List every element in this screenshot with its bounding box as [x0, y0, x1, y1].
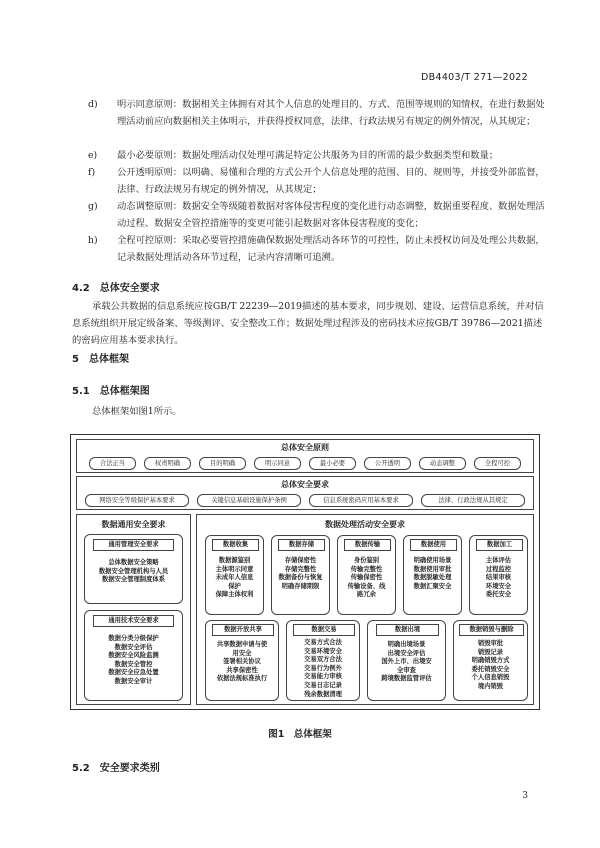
item-marker: d)	[88, 99, 98, 110]
general-technical-title: 通用技术安全要求	[93, 615, 174, 627]
principle-item-h	[88, 232, 550, 266]
activity-destruction-title: 数据销毁与删除	[459, 624, 524, 636]
general-management-list: 总体数据安全策略 数据安全管理机构与人员 数据安全管理制度体系	[98, 559, 169, 584]
overall-chip: 法律、行政法规从其规定	[421, 494, 525, 507]
activity-open-sharing-box	[205, 620, 279, 701]
item-marker: f)	[88, 167, 96, 178]
activity-trading-box	[286, 620, 360, 701]
activity-requirements-box	[196, 514, 534, 705]
activity-cross-border-title: 数据出境	[376, 624, 439, 636]
principles-title: 总体安全原则	[281, 443, 329, 452]
activity-cross-border-list: 明确出境场景 出境安全评估 国外上市、出境安 全审查 跨境数据监管评估	[381, 641, 432, 683]
activity-processing-title: 数据加工	[476, 539, 523, 551]
page-number: 3	[522, 791, 528, 801]
activity-processing-box	[469, 535, 528, 615]
general-technical-list: 数据分类分级保护 数据安全评估 数据安全风险监测 数据安全管控 数据安全应急处置 数据安全审计	[108, 635, 159, 685]
overall-chip: 网络安全等级保护基本要求	[85, 494, 189, 507]
principle-chip: 全程可控	[474, 457, 521, 470]
principle-chip: 权责明确	[144, 457, 191, 470]
activity-transmission-box	[337, 535, 396, 615]
activity-open-sharing-title: 数据开放共享	[212, 624, 274, 636]
activity-transmission-title: 数据传输	[344, 539, 391, 551]
principle-chip: 公开透明	[364, 457, 411, 470]
framework-figure	[70, 434, 540, 710]
activity-storage-title: 数据存储	[278, 539, 325, 551]
principles-box	[76, 439, 534, 473]
item-text: 公开透明原则：以明确、易懂和合理的方式公开个人信息处理的范围、目的、规则等，并接受外部监督，法律、行政法规另有规定的例外情况，从其规定；	[117, 167, 545, 195]
activity-collection-title: 数据收集	[212, 539, 259, 551]
activity-transmission-list: 身份鉴别 传输完整性 传输保密性 传输设备、线 路冗余	[347, 557, 386, 599]
section-5-2-title: 5.2 安全要求类别	[72, 763, 160, 774]
item-marker: h)	[88, 235, 98, 246]
general-technical-box	[84, 610, 183, 701]
principle-chip: 目的明确	[199, 457, 246, 470]
activity-processing-list: 主体评估 过程监控 结果审核 环境安全 委托安全	[485, 557, 512, 599]
section-5-1-title: 5.1 总体框架图	[72, 386, 150, 397]
section-5-1-body: 总体框架如图1所示。	[92, 406, 182, 417]
activity-requirements-title: 数据处理活动安全要求	[325, 520, 405, 529]
item-marker: g)	[88, 201, 98, 212]
item-text: 动态调整原则：数据安全等级随着数据对客体侵害程度的变化进行动态调整，数据重要程度、数据处理活动过程、数据安全管控措施等的变更可能引起数据对客体侵害程度的变化；	[117, 201, 545, 229]
activity-cross-border-box	[367, 620, 446, 701]
principle-item-e	[88, 147, 550, 164]
figure-caption: 图1 总体框架	[268, 729, 332, 740]
general-requirements-title: 数据通用安全要求	[101, 520, 166, 529]
overall-chip: 信息系统密码应用基本要求	[309, 494, 413, 507]
activity-destruction-list: 销毁审批 销毁记录 明确销毁方式 委托销毁安全 个人信息销毁 境内销毁	[471, 640, 510, 690]
principle-chip: 明示同意	[254, 457, 301, 470]
overall-chip: 关键信息基础设施保护条例	[197, 494, 301, 507]
general-management-box	[84, 534, 183, 604]
principle-item-d	[88, 96, 550, 130]
section-4-2-title: 4.2 总体安全要求	[72, 283, 160, 294]
activity-usage-title: 数据使用	[410, 539, 457, 551]
activity-usage-box	[403, 535, 462, 615]
activity-collection-list: 数据源鉴别 主体明示同意 未成年人信息 保护 保障主体权利	[215, 557, 254, 599]
principle-item-g	[88, 198, 550, 232]
section-4-2-body: 承载公共数据的信息系统应按GB/T 22239—2019描述的基本要求，同步规划、建设、运营信息系统，并对信息系统组织开展定级备案、等级测评、安全整改工作；数据处理过程涉及的密码技术应按GB/T 39786—2021描述的密码应用基本要求执行。	[72, 301, 544, 346]
item-text: 最小必要原则：数据处理活动仅处理可满足特定公共服务为目的所需的最少数据类型和数量；	[117, 150, 499, 161]
general-requirements-box	[76, 514, 191, 705]
section-5-title: 5 总体框架	[72, 354, 129, 365]
item-marker: e)	[88, 150, 98, 161]
activity-collection-box	[205, 535, 264, 615]
item-text: 全程可控原则：采取必要管控措施确保数据处理活动各环节的可控性，防止未授权访问及处理公共数据，记录数据处理活动各环节过程，记录内容清晰可追溯。	[117, 235, 545, 263]
activity-destruction-box	[453, 620, 528, 701]
overall-requirements-title: 总体安全要求	[281, 480, 329, 489]
activity-usage-list: 明确使用场景 数据使用审批 数据脱敏处理 数据汇聚安全	[413, 557, 452, 590]
principle-chip: 动态调整	[419, 457, 466, 470]
overall-requirements-box	[76, 476, 534, 510]
activity-storage-list: 存储保密性 存储完整性 数据备份与恢复 明确存储期限	[278, 557, 323, 590]
principle-item-f	[88, 164, 550, 198]
principle-chip: 合法正当	[89, 457, 136, 470]
standard-number: DB4403/T 271—2022	[421, 72, 528, 83]
activity-open-sharing-list: 共享数据申请与使 用安全 签署相关协议 共享保密性 依据法规标准执行	[216, 641, 268, 683]
principle-chip: 最小必要	[309, 457, 356, 470]
activity-storage-box	[271, 535, 330, 615]
activity-trading-list: 交易方式合法 交易环境安全 交易双方合法 交易行为例外 交易能力审核 交易日志记录 残余数据清理	[304, 639, 342, 698]
item-text: 明示同意原则：数据相关主体拥有对其个人信息的处理目的、方式、范围等规则的知情权，在进行数据处理活动前应向数据相关主体明示，并获得授权同意，法律、行政法规另有规定的例外情况，从其规定；	[117, 99, 545, 127]
general-management-title: 通用管理安全要求	[93, 539, 174, 551]
activity-trading-title: 数据交易	[293, 624, 355, 636]
